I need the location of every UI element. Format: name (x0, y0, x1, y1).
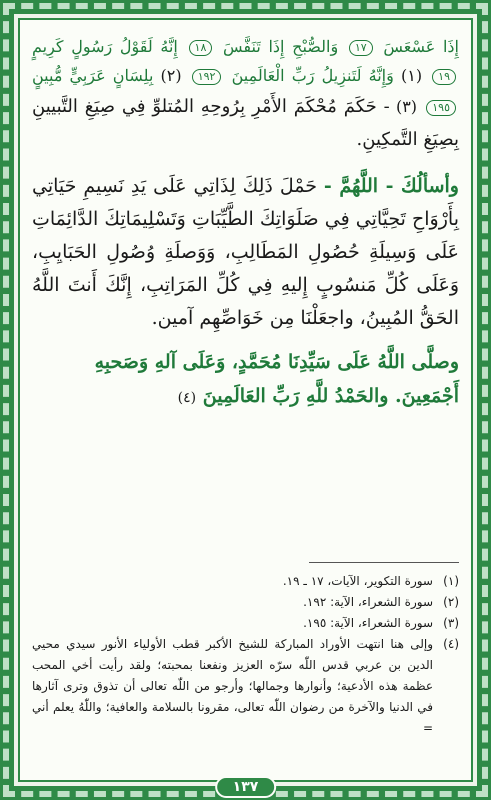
footnote-item (32, 592, 459, 613)
paragraph-2 (32, 170, 459, 335)
verse-number: ١٨ (189, 40, 213, 56)
footnote-number: (٢) (443, 595, 459, 609)
footnote-text: سورة الشعراء، الآية: ١٩٥. (303, 616, 433, 630)
footnote-ref: (٣) (395, 97, 418, 116)
verse-number: ١٩٢ (192, 69, 222, 85)
footnote-text: سورة الشعراء، الآية: ١٩٢. (303, 595, 433, 609)
footnote-number: (٣) (443, 616, 459, 630)
footnote-ref: (٤) (177, 390, 197, 406)
verse-text: وَإِنَّهُ لَتَنزِيلُ رَبِّ الْعَالَمِينَ (231, 66, 394, 85)
verse-text: إِنَّهُ لَقَوْلُ رَسُولٍ كَرِيمٍ (32, 37, 178, 56)
footnote-ref: (٢) (160, 66, 182, 85)
footnote-text: سورة التكوير، الآيات، ١٧ ـ ١٩. (282, 574, 433, 588)
verse-text: إِذَا عَسْعَسَ (383, 37, 459, 56)
verse-text: بِلِسَانٍ عَرَبِيٍّ مُّبِينٍ (32, 66, 154, 85)
footnote-number: (٤) (443, 637, 459, 651)
paragraph-lead: وأسألُكَ - اللَّهُمَّ - (323, 175, 459, 197)
paragraph-1: - حَكَمَ مُحْكَمَ الأَمْرِ بِرُوحِهِ المُتلوِّ فِي صِيَغِ التَّبيينِ بِصِيَغِ التَّمكِينِ. (32, 96, 459, 150)
footnote-item (32, 613, 459, 634)
footnote-ref: (١) (400, 66, 423, 85)
verse-number: ١٧ (349, 40, 373, 56)
quran-verses (32, 32, 459, 156)
page-number: ١٣٧ (215, 776, 277, 798)
verse-number: ١٩ (432, 69, 456, 85)
footnotes (32, 571, 459, 739)
closing-dua (32, 345, 459, 415)
footnote-separator (309, 562, 459, 563)
footnote-item (32, 571, 459, 592)
paragraph-text: حَمْلَ ذَلِكَ لِذَاتِي عَلَى يَدِ نَسِيمِ حَيَاتِي بِأَرْوَاحِ تَحِيَّاتِي فِي صَلَوَاتِكَ الطَّيِّبَاتِ وَتَسْلِيمَاتِكَ الدَّائِمَاتِ عَلَى وَسِيلَةِ حُصُولِ المَطَالِبِ، وَوَصلَةِ وُصُولِ الحَبَايِبِ، وَعَلَى كُلِّ مَنسُوبٍ إِليهِ فِي كُلِّ المَرَاتِبِ، إِنَّكَ أَنتَ اللَّهُ الحَقُّ المُبِينُ، واجعَلْنَا مِن خَوَاصِّهِم آمين. (32, 175, 459, 329)
page-content (26, 26, 465, 774)
footnote-item (32, 634, 459, 739)
footnote-text: وإلى هنا انتهت الأوراد المباركة للشيخ الأكبر قطب الأولياء الأنور سيدي محيي الدين بن عربي قدس اللّٰه سرّه العزيز ونفعنا بمحبته؛ ولقد رأيت أخي المحب عظمة هذه الأدعية؛ وأنوارها وجمالها؛ وأرجو من اللّٰه تعالى أن تذوق وترى آثارها في الدنيا والآخرة من رضوان اللّٰه تعالى، مقرونا بالسلامة والعافية؛ واللّٰهُ يعلم أني = (32, 637, 433, 735)
verse-number: ١٩٥ (426, 100, 456, 116)
verse-text: وَالصُّبْحِ إِذَا تَنَفَّسَ (223, 37, 339, 56)
dua-text: وصلَّى اللَّهُ عَلَى سَيِّدِنَا مُحَمَّدٍ، وَعَلَى آلهِ وَصَحبِهِ أَجْمَعِينَ. والحَمْدُ للَّهِ رَبِّ العَالَمِينَ (94, 351, 459, 407)
footnote-number: (١) (443, 574, 459, 588)
